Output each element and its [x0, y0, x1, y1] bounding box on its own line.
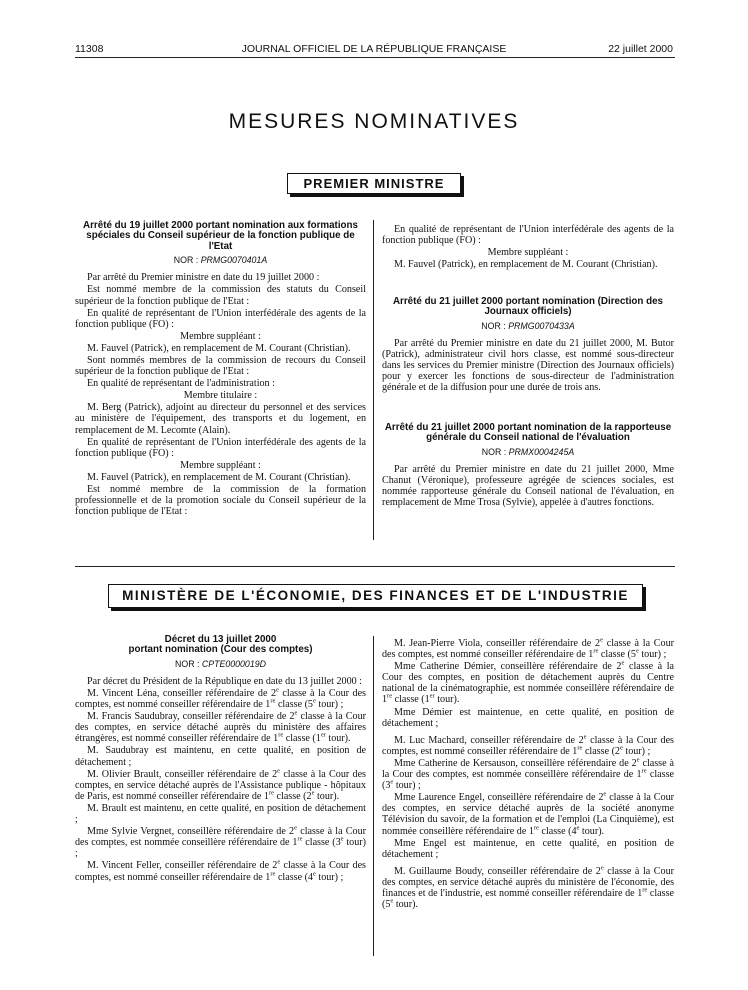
- paragraph: M. Fauvel (Patrick), en remplacement de M. Courant (Christian).: [87, 342, 351, 354]
- journal-title: JOURNAL OFFICIEL DE LA RÉPUBLIQUE FRANÇAISE: [241, 43, 507, 55]
- paragraph: Par décret du Président de la République en date du 13 juillet 2000 :: [87, 675, 362, 687]
- decree-block-journaux: [382, 297, 674, 394]
- paragraph: M. Jean-Pierre Viola, conseiller référendaire de 2e classe à la Cour des comptes, est nommé conseiller référendaire de 1re classe (5e tour) ;: [382, 636, 674, 661]
- paragraph: Mme Sylvie Vergnet, conseillère référendaire de 2e classe à la Cour des comptes, est nommée conseillère référendaire de 1re classe (3e tour) ;: [75, 824, 366, 860]
- paragraph: M. Saudubray est maintenu, en cette qualité, en position de détachement ;: [75, 745, 366, 768]
- paragraph: Membre titulaire :: [183, 390, 258, 402]
- column-divider: [373, 636, 374, 956]
- paragraph: En qualité de représentant de l'administration :: [87, 378, 275, 390]
- decree-title: Arrêté du 21 juillet 2000 portant nomination de la rapporteuse générale du Conseil national de l'évaluation: [384, 422, 672, 444]
- paragraph: M. Guillaume Boudy, conseiller référendaire de 2e classe à la Cour des comptes, en service détaché auprès du ministère de l'économie, des finances et de l'industrie, est nommé conseiller référendaire de 1re classe (5e tour).: [382, 864, 675, 911]
- paragraph: M. Vincent Léna, conseiller référendaire de 2e classe à la Cour des comptes, est nommé conseiller référendaire de 1re classe (5e tour) ;: [75, 686, 366, 711]
- paragraph: M. Luc Machard, conseiller référendaire de 2e classe à la Cour des comptes, est nommé conseiller référendaire de 1re classe (2e tour) ;: [382, 733, 674, 757]
- page-number: 11308: [75, 43, 104, 55]
- section-heading-ministere-economie: MINISTÈRE DE L'ÉCONOMIE, DES FINANCES ET DE L'INDUSTRIE: [108, 584, 643, 608]
- decree-title: Arrêté du 21 juillet 2000 portant nomination (Direction des Journaux officiels): [392, 296, 663, 318]
- paragraph: Mme Catherine Démier, conseillère référendaire de 2e classe à la Cour des comptes, en position de détachement auprès du Centre national de la cinématographie, est nommée conseillère référendaire de 1re classe (1er tour).: [382, 659, 674, 706]
- paragraph: Membre suppléant :: [487, 247, 569, 259]
- paragraph: Sont nommés membres de la commission de recours du Conseil supérieur de la fonction publique de l'Etat :: [75, 354, 366, 378]
- paragraph: En qualité de représentant de l'Union interfédérale des agents de la fonction publique (FO) :: [382, 224, 674, 247]
- section-heading-premier-ministre: PREMIER MINISTRE: [287, 173, 461, 194]
- paragraph: M. Berg (Patrick), adjoint au directeur du personnel et des services au ministère de l'équipement, des transports et du logement, en remplacement de M. Lecomte (Alain).: [75, 402, 366, 436]
- header-rule: [75, 57, 675, 58]
- nor-reference: NOR : CPTE0000019D: [175, 658, 266, 669]
- paragraph: Mme Démier est maintenue, en cette qualité, en position de détachement ;: [382, 706, 674, 729]
- paragraph: Membre suppléant :: [180, 330, 261, 342]
- column-divider: [373, 220, 374, 540]
- paragraph: M. Olivier Brault, conseiller référendaire de 2e classe à la Cour des comptes, en service détaché auprès de l'Assistance publique - hôpitaux de Paris, est nommé conseiller référendaire de 1re classe (2e tour).: [75, 767, 366, 802]
- decree-title: Décret du 13 juillet 2000: [164, 634, 277, 645]
- paragraph: Par arrêté du Premier ministre en date du 21 juillet 2000, Mme Chanut (Véronique), professeure agrégée de sciences sociales, est nommée rapporteuse générale du Conseil national de l'évaluation, en remplacement de Mme Trosa (Sylvie), appelée à d'autres fonctions.: [382, 463, 674, 509]
- paragraph: Membre suppléant :: [180, 459, 261, 471]
- issue-date: 22 juillet 2000: [608, 43, 673, 55]
- nor-reference: NOR : PRMX0004245A: [481, 446, 575, 457]
- paragraph: M. Fauvel (Patrick), en remplacement de M. Courant (Christian).: [394, 259, 658, 271]
- page-title: MESURES NOMINATIVES: [228, 110, 520, 133]
- paragraph: Est nommé membre de la commission des statuts du Conseil supérieur de la fonction publique de l'Etat :: [75, 284, 366, 307]
- decree-title: Arrêté du 19 juillet 2000 portant nomination aux formations spéciales du Conseil supérieur de la fonction publique de l'Etat: [83, 220, 358, 252]
- decree-subtitle: portant nomination (Cour des comptes): [128, 644, 313, 656]
- nor-reference: NOR : PRMG0070433A: [481, 320, 575, 331]
- paragraph: Mme Laurence Engel, conseillère référendaire de 2e classe à la Cour des comptes, en service détaché auprès de la société anonyme Télévision du savoir, de la formation et de l'emploi (La Cinquième), est nommée conseillère référendaire de 1re classe (4e tour).: [382, 790, 674, 837]
- paragraph: En qualité de représentant de l'Union interfédérale des agents de la fonction publique (FO) :: [75, 307, 366, 330]
- section1-left-column: [75, 221, 366, 518]
- nor-reference: NOR : PRMG0070401A: [173, 255, 268, 266]
- section2-right-column: [382, 638, 674, 911]
- decree-block-evaluation: [382, 423, 674, 509]
- paragraph: M. Francis Saudubray, conseiller référendaire de 2e classe à la Cour des comptes, en service détaché auprès du ministère des affaires étrangères, est nommé conseiller référendaire de 1re classe (1er tour).: [75, 709, 366, 745]
- section2-left-column: [75, 635, 366, 884]
- section1-right-column: [382, 224, 674, 271]
- paragraph: Mme Catherine de Kersauson, conseillère référendaire de 2e classe à la Cour des comptes, est nommée conseillère référendaire de 1re classe (3e tour) ;: [382, 756, 674, 792]
- paragraph: Par arrêté du Premier ministre en date du 21 juillet 2000, M. Butor (Patrick), administrateur civil hors classe, est nommé sous-directeur dans les services du Premier ministre (Direction des Journaux officiels) pour y exercer les fonctions de sous-directeur de l'administration générale et de la diffusion pour une durée de trois ans.: [382, 337, 674, 394]
- section-rule: [75, 566, 675, 567]
- paragraph: Mme Engel est maintenue, en cette qualité, en position de détachement ;: [382, 837, 674, 860]
- paragraph: M. Fauvel (Patrick), en remplacement de M. Courant (Christian).: [87, 471, 351, 483]
- paragraph: En qualité de représentant de l'Union interfédérale des agents de la fonction publique (FO) :: [75, 436, 366, 459]
- paragraph: M. Brault est maintenu, en cette qualité, en position de détachement ;: [75, 802, 366, 826]
- paragraph: M. Vincent Feller, conseiller référendaire de 2e classe à la Cour des comptes, est nommé conseiller référendaire de 1re classe (4e tour) ;: [75, 859, 366, 883]
- paragraph: Est nommé membre de la commission de la formation professionnelle et de la promotion sociale du Conseil supérieur de la fonction publique de l'Etat :: [75, 484, 366, 518]
- paragraph: Par arrêté du Premier ministre en date du 19 juillet 2000 :: [87, 272, 320, 284]
